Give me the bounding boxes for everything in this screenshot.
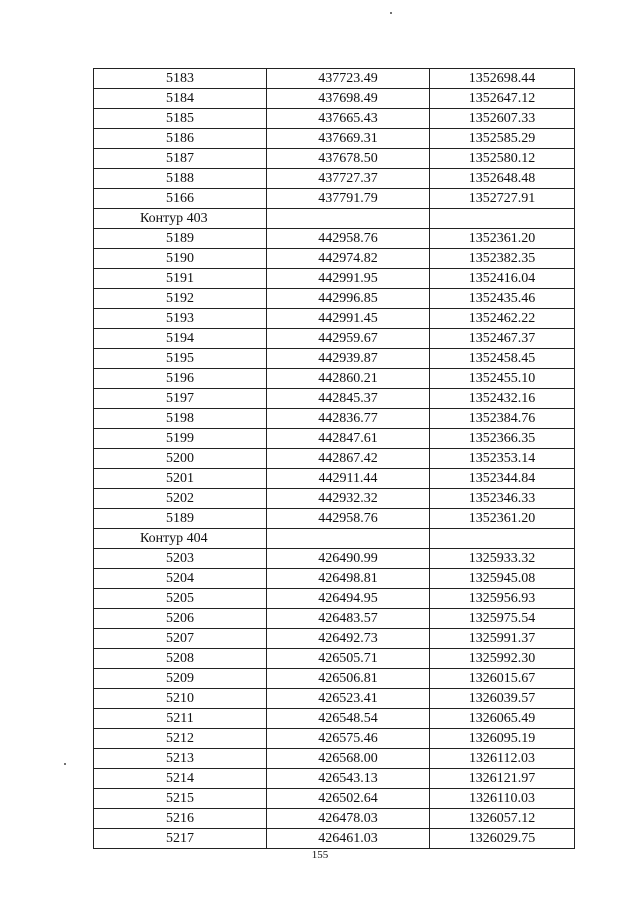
point-number-cell: 5189 <box>94 509 267 529</box>
table-row <box>94 69 575 89</box>
coordinates-table <box>93 68 575 849</box>
x-coordinate-cell: 426498.81 <box>267 569 430 589</box>
table-row <box>94 349 575 369</box>
point-number-cell: 5190 <box>94 249 267 269</box>
table-row <box>94 749 575 769</box>
y-coordinate-cell: 1325956.93 <box>430 589 575 609</box>
y-coordinate-cell: 1352435.46 <box>430 289 575 309</box>
y-coordinate-cell: 1352361.20 <box>430 509 575 529</box>
point-number-cell: 5211 <box>94 709 267 729</box>
contour-header-row <box>94 209 575 229</box>
table-row <box>94 409 575 429</box>
x-coordinate-cell: 426506.81 <box>267 669 430 689</box>
point-number-cell: 5203 <box>94 549 267 569</box>
x-coordinate-cell: 437698.49 <box>267 89 430 109</box>
table-row <box>94 769 575 789</box>
x-coordinate-cell: 426502.64 <box>267 789 430 809</box>
y-coordinate-cell: 1352382.35 <box>430 249 575 269</box>
y-coordinate-cell: 1352647.12 <box>430 89 575 109</box>
y-coordinate-cell: 1352727.91 <box>430 189 575 209</box>
x-coordinate-cell: 426461.03 <box>267 829 430 849</box>
point-number-cell: 5208 <box>94 649 267 669</box>
point-number-cell: 5191 <box>94 269 267 289</box>
point-number-cell: 5192 <box>94 289 267 309</box>
point-number-cell: 5202 <box>94 489 267 509</box>
y-coordinate-cell: 1352353.14 <box>430 449 575 469</box>
y-coordinate-cell: 1352361.20 <box>430 229 575 249</box>
point-number-cell: 5205 <box>94 589 267 609</box>
contour-empty-y-cell <box>430 209 575 229</box>
table-row <box>94 189 575 209</box>
table-row <box>94 649 575 669</box>
y-coordinate-cell: 1326029.75 <box>430 829 575 849</box>
table-row <box>94 429 575 449</box>
table-row <box>94 449 575 469</box>
y-coordinate-cell: 1325975.54 <box>430 609 575 629</box>
table-row <box>94 549 575 569</box>
point-number-cell: 5212 <box>94 729 267 749</box>
table-row <box>94 369 575 389</box>
table-row <box>94 809 575 829</box>
point-number-cell: 5184 <box>94 89 267 109</box>
y-coordinate-cell: 1352648.48 <box>430 169 575 189</box>
table-row <box>94 269 575 289</box>
table-row <box>94 729 575 749</box>
y-coordinate-cell: 1325992.30 <box>430 649 575 669</box>
coordinates-table-body <box>94 69 575 849</box>
x-coordinate-cell: 442932.32 <box>267 489 430 509</box>
point-number-cell: 5215 <box>94 789 267 809</box>
point-number-cell: 5189 <box>94 229 267 249</box>
contour-label: Контур 403 <box>94 209 267 229</box>
x-coordinate-cell: 442958.76 <box>267 229 430 249</box>
x-coordinate-cell: 442847.61 <box>267 429 430 449</box>
table-row <box>94 569 575 589</box>
table-row <box>94 609 575 629</box>
x-coordinate-cell: 426523.41 <box>267 689 430 709</box>
y-coordinate-cell: 1352607.33 <box>430 109 575 129</box>
table-row <box>94 249 575 269</box>
point-number-cell: 5183 <box>94 69 267 89</box>
y-coordinate-cell: 1352462.22 <box>430 309 575 329</box>
table-row <box>94 149 575 169</box>
x-coordinate-cell: 442845.37 <box>267 389 430 409</box>
x-coordinate-cell: 426492.73 <box>267 629 430 649</box>
y-coordinate-cell: 1326110.03 <box>430 789 575 809</box>
scan-speck-left <box>64 763 66 765</box>
point-number-cell: 5216 <box>94 809 267 829</box>
y-coordinate-cell: 1326121.97 <box>430 769 575 789</box>
point-number-cell: 5198 <box>94 409 267 429</box>
point-number-cell: 5213 <box>94 749 267 769</box>
table-row <box>94 469 575 489</box>
x-coordinate-cell: 426490.99 <box>267 549 430 569</box>
table-row <box>94 129 575 149</box>
y-coordinate-cell: 1352344.84 <box>430 469 575 489</box>
x-coordinate-cell: 437723.49 <box>267 69 430 89</box>
y-coordinate-cell: 1352458.45 <box>430 349 575 369</box>
y-coordinate-cell: 1326112.03 <box>430 749 575 769</box>
point-number-cell: 5186 <box>94 129 267 149</box>
y-coordinate-cell: 1325945.08 <box>430 569 575 589</box>
y-coordinate-cell: 1352346.33 <box>430 489 575 509</box>
x-coordinate-cell: 437727.37 <box>267 169 430 189</box>
point-number-cell: 5195 <box>94 349 267 369</box>
y-coordinate-cell: 1352467.37 <box>430 329 575 349</box>
table-row <box>94 169 575 189</box>
table-row <box>94 789 575 809</box>
x-coordinate-cell: 442867.42 <box>267 449 430 469</box>
contour-empty-x-cell <box>267 529 430 549</box>
table-row <box>94 329 575 349</box>
x-coordinate-cell: 442996.85 <box>267 289 430 309</box>
x-coordinate-cell: 437678.50 <box>267 149 430 169</box>
point-number-cell: 5194 <box>94 329 267 349</box>
table-row <box>94 629 575 649</box>
x-coordinate-cell: 426478.03 <box>267 809 430 829</box>
point-number-cell: 5214 <box>94 769 267 789</box>
point-number-cell: 5196 <box>94 369 267 389</box>
table-row <box>94 229 575 249</box>
table-row <box>94 689 575 709</box>
x-coordinate-cell: 442959.67 <box>267 329 430 349</box>
y-coordinate-cell: 1352366.35 <box>430 429 575 449</box>
y-coordinate-cell: 1352416.04 <box>430 269 575 289</box>
point-number-cell: 5210 <box>94 689 267 709</box>
y-coordinate-cell: 1325991.37 <box>430 629 575 649</box>
x-coordinate-cell: 426575.46 <box>267 729 430 749</box>
table-row <box>94 389 575 409</box>
x-coordinate-cell: 442991.45 <box>267 309 430 329</box>
y-coordinate-cell: 1352585.29 <box>430 129 575 149</box>
contour-empty-x-cell <box>267 209 430 229</box>
x-coordinate-cell: 426543.13 <box>267 769 430 789</box>
y-coordinate-cell: 1326057.12 <box>430 809 575 829</box>
x-coordinate-cell: 437669.31 <box>267 129 430 149</box>
contour-header-row <box>94 529 575 549</box>
point-number-cell: 5188 <box>94 169 267 189</box>
point-number-cell: 5166 <box>94 189 267 209</box>
contour-label: Контур 404 <box>94 529 267 549</box>
x-coordinate-cell: 426483.57 <box>267 609 430 629</box>
y-coordinate-cell: 1326015.67 <box>430 669 575 689</box>
y-coordinate-cell: 1326039.57 <box>430 689 575 709</box>
y-coordinate-cell: 1352580.12 <box>430 149 575 169</box>
table-row <box>94 489 575 509</box>
x-coordinate-cell: 442958.76 <box>267 509 430 529</box>
contour-empty-y-cell <box>430 529 575 549</box>
point-number-cell: 5217 <box>94 829 267 849</box>
point-number-cell: 5200 <box>94 449 267 469</box>
point-number-cell: 5187 <box>94 149 267 169</box>
table-row <box>94 109 575 129</box>
y-coordinate-cell: 1352384.76 <box>430 409 575 429</box>
x-coordinate-cell: 426568.00 <box>267 749 430 769</box>
table-row <box>94 709 575 729</box>
table-row <box>94 829 575 849</box>
page-number: 155 <box>311 849 329 861</box>
point-number-cell: 5201 <box>94 469 267 489</box>
x-coordinate-cell: 437791.79 <box>267 189 430 209</box>
y-coordinate-cell: 1352432.16 <box>430 389 575 409</box>
table-row <box>94 509 575 529</box>
table-row <box>94 669 575 689</box>
y-coordinate-cell: 1326065.49 <box>430 709 575 729</box>
x-coordinate-cell: 442974.82 <box>267 249 430 269</box>
table-row <box>94 89 575 109</box>
point-number-cell: 5197 <box>94 389 267 409</box>
x-coordinate-cell: 442939.87 <box>267 349 430 369</box>
x-coordinate-cell: 437665.43 <box>267 109 430 129</box>
point-number-cell: 5193 <box>94 309 267 329</box>
table-row <box>94 289 575 309</box>
x-coordinate-cell: 442991.95 <box>267 269 430 289</box>
point-number-cell: 5207 <box>94 629 267 649</box>
y-coordinate-cell: 1325933.32 <box>430 549 575 569</box>
table-row <box>94 309 575 329</box>
point-number-cell: 5204 <box>94 569 267 589</box>
x-coordinate-cell: 442911.44 <box>267 469 430 489</box>
y-coordinate-cell: 1352698.44 <box>430 69 575 89</box>
table-row <box>94 589 575 609</box>
x-coordinate-cell: 426548.54 <box>267 709 430 729</box>
y-coordinate-cell: 1352455.10 <box>430 369 575 389</box>
x-coordinate-cell: 442836.77 <box>267 409 430 429</box>
point-number-cell: 5199 <box>94 429 267 449</box>
point-number-cell: 5206 <box>94 609 267 629</box>
scan-speck-top <box>390 12 392 14</box>
point-number-cell: 5185 <box>94 109 267 129</box>
point-number-cell: 5209 <box>94 669 267 689</box>
y-coordinate-cell: 1326095.19 <box>430 729 575 749</box>
x-coordinate-cell: 426494.95 <box>267 589 430 609</box>
x-coordinate-cell: 426505.71 <box>267 649 430 669</box>
x-coordinate-cell: 442860.21 <box>267 369 430 389</box>
